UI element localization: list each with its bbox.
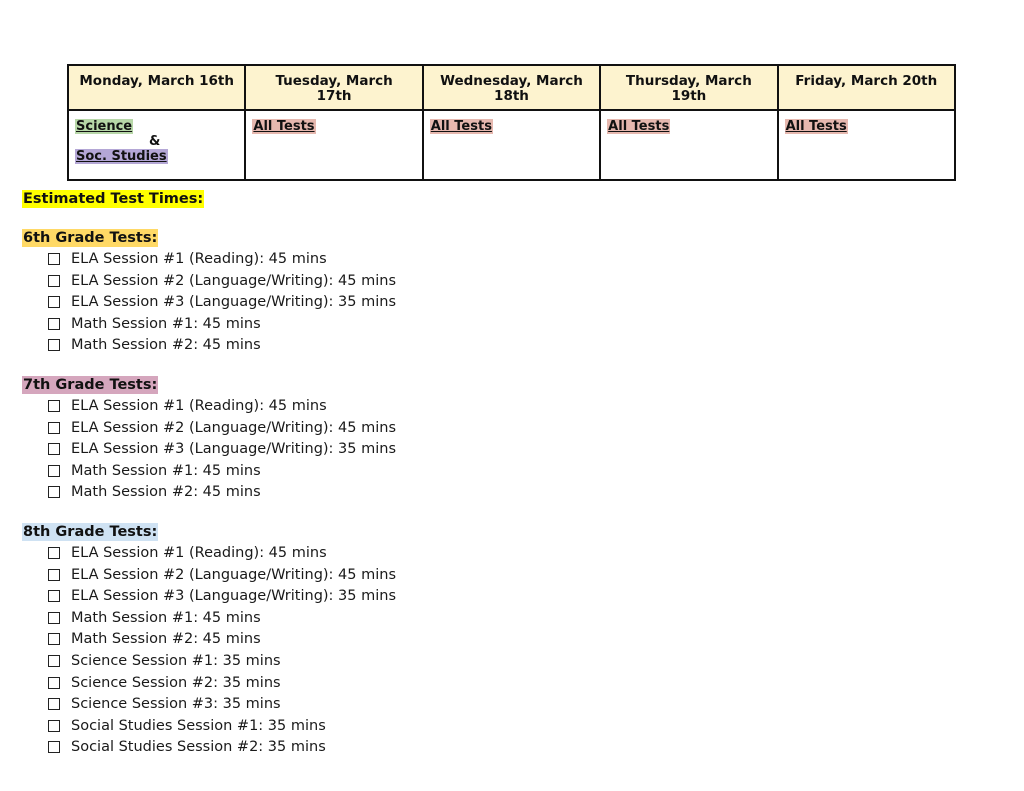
- checklist-item[interactable]: [48, 565, 396, 585]
- estimated-test-times-heading: Estimated Test Times:: [23, 191, 204, 207]
- checklist-item-label: ELA Session #1 (Reading): 45 mins: [71, 398, 327, 414]
- testing-schedule-table: [67, 64, 956, 181]
- checklist-item[interactable]: [48, 694, 281, 714]
- checkbox[interactable]: [48, 296, 60, 308]
- soc-studies-link[interactable]: Soc. Studies: [76, 149, 167, 164]
- checkbox[interactable]: [48, 422, 60, 434]
- checklist-item-label: Science Session #2: 35 mins: [71, 674, 281, 691]
- checklist-item-label: ELA Session #3 (Language/Writing): 35 mins: [71, 441, 397, 458]
- cell-tuesday: [245, 110, 422, 180]
- all-tests-thursday-link[interactable]: All Tests: [608, 119, 670, 134]
- checklist-item-label: ELA Session #1 (Reading): 45 mins: [71, 545, 327, 561]
- checklist-item[interactable]: [48, 737, 326, 757]
- checkbox[interactable]: [48, 698, 60, 710]
- checklist-item-label: ELA Session #3 (Language/Writing): 35 mins: [71, 294, 397, 311]
- checklist-item-label: Math Session #1: 45 mins: [71, 609, 261, 626]
- all-tests-friday-link[interactable]: All Tests: [785, 119, 847, 134]
- checklist-item[interactable]: [48, 651, 281, 671]
- checkbox[interactable]: [48, 720, 60, 732]
- checkbox[interactable]: [48, 400, 60, 412]
- header-thursday: Thursday, March 19th: [600, 65, 777, 110]
- checklist-item-label: Science Session #3: 35 mins: [71, 696, 281, 713]
- schedule-header-row: [68, 65, 955, 110]
- checklist-item[interactable]: [48, 292, 396, 312]
- header-wednesday: Wednesday, March 18th: [423, 65, 600, 110]
- checklist-item-label: Social Studies Session #1: 35 mins: [71, 717, 326, 734]
- cell-thursday: [600, 110, 777, 180]
- checkbox[interactable]: [48, 486, 60, 498]
- checklist-item[interactable]: [48, 608, 261, 628]
- checklist-item[interactable]: [48, 586, 396, 606]
- schedule-body-row: [68, 110, 955, 180]
- science-link[interactable]: Science: [76, 119, 133, 134]
- checklist-item-label: Math Session #1: 45 mins: [71, 462, 261, 479]
- checklist-item[interactable]: [48, 249, 327, 269]
- header-monday: Monday, March 16th: [68, 65, 245, 110]
- checklist-item[interactable]: [48, 271, 396, 291]
- checklist-item-label: Science Session #1: 35 mins: [71, 653, 281, 669]
- checkbox[interactable]: [48, 443, 60, 455]
- checkbox[interactable]: [48, 633, 60, 645]
- checkbox[interactable]: [48, 569, 60, 581]
- all-tests-tuesday-link[interactable]: All Tests: [253, 119, 315, 134]
- checklist-item-label: Math Session #2: 45 mins: [71, 631, 261, 648]
- checklist-item[interactable]: [48, 335, 261, 355]
- checkbox[interactable]: [48, 465, 60, 477]
- checklist-item-label: Math Session #1: 45 mins: [71, 315, 261, 332]
- checklist-item[interactable]: [48, 314, 261, 334]
- checklist-item[interactable]: [48, 629, 261, 649]
- grade-8-tests-heading: 8th Grade Tests:: [23, 524, 158, 540]
- checklist-item-label: Math Session #2: 45 mins: [71, 484, 261, 501]
- checklist-item[interactable]: [48, 439, 396, 459]
- checklist-item[interactable]: [48, 716, 326, 736]
- checklist-item-label: ELA Session #2 (Language/Writing): 45 mins: [71, 419, 397, 436]
- checklist-item-label: Social Studies Session #2: 35 mins: [71, 739, 326, 756]
- checkbox[interactable]: [48, 612, 60, 624]
- checklist-item-label: ELA Session #2 (Language/Writing): 45 mins: [71, 566, 397, 583]
- checklist-item[interactable]: [48, 396, 327, 416]
- checklist-item[interactable]: [48, 673, 281, 693]
- grade-6-tests-heading: 6th Grade Tests:: [23, 230, 158, 246]
- checklist-item[interactable]: [48, 461, 261, 481]
- checkbox[interactable]: [48, 318, 60, 330]
- checkbox[interactable]: [48, 677, 60, 689]
- header-tuesday: Tuesday, March 17th: [245, 65, 422, 110]
- cell-wednesday: [423, 110, 600, 180]
- checklist-item-label: Math Session #2: 45 mins: [71, 337, 261, 354]
- checkbox[interactable]: [48, 253, 60, 265]
- header-friday: Friday, March 20th: [778, 65, 955, 110]
- checklist-item-label: ELA Session #2 (Language/Writing): 45 mins: [71, 272, 397, 289]
- checkbox[interactable]: [48, 339, 60, 351]
- checkbox[interactable]: [48, 655, 60, 667]
- checkbox[interactable]: [48, 547, 60, 559]
- checklist-item-label: ELA Session #3 (Language/Writing): 35 mins: [71, 588, 397, 605]
- checklist-item[interactable]: [48, 418, 396, 438]
- cell-monday: [68, 110, 245, 180]
- cell-friday: [778, 110, 955, 180]
- all-tests-wednesday-link[interactable]: All Tests: [430, 119, 492, 134]
- checkbox[interactable]: [48, 275, 60, 287]
- checklist-item-label: ELA Session #1 (Reading): 45 mins: [71, 251, 327, 267]
- ampersand: &: [149, 134, 161, 149]
- checklist-item[interactable]: [48, 482, 261, 502]
- grade-7-tests-heading: 7th Grade Tests:: [23, 377, 158, 393]
- checkbox[interactable]: [48, 741, 60, 753]
- checklist-item[interactable]: [48, 543, 327, 563]
- checkbox[interactable]: [48, 590, 60, 602]
